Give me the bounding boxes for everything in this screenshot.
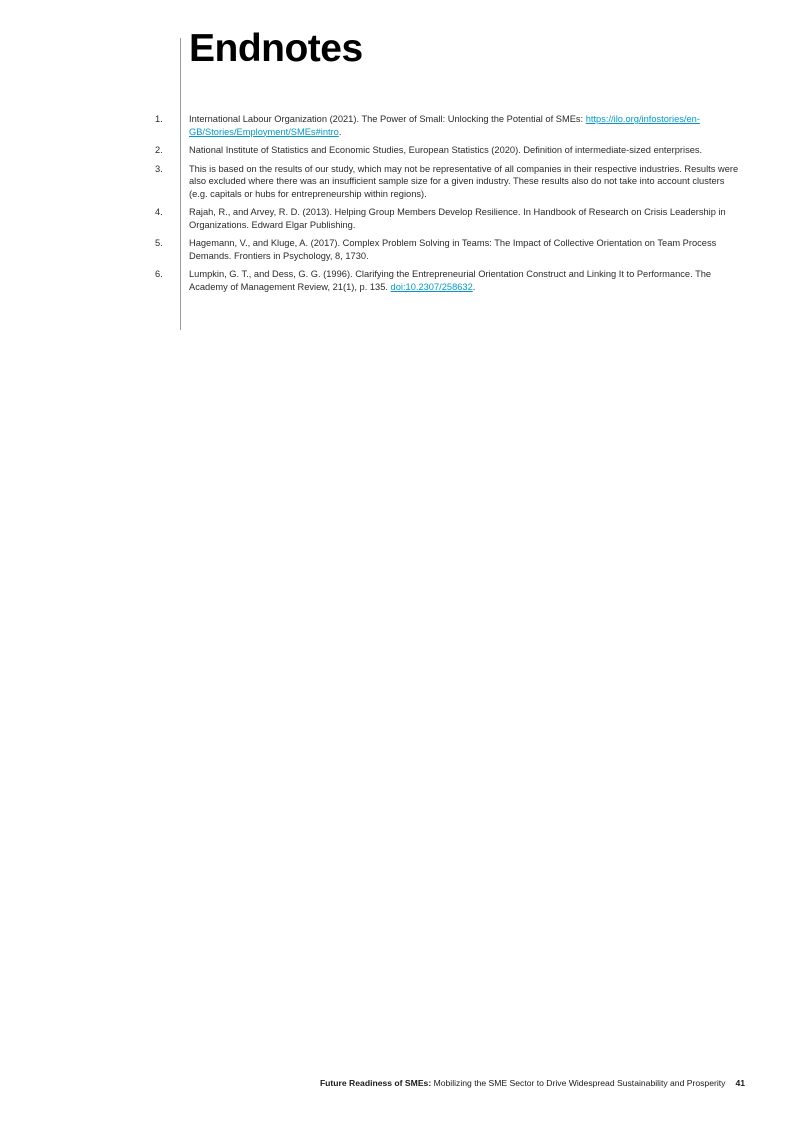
page-title: Endnotes <box>189 27 363 70</box>
endnote-text <box>189 163 741 201</box>
footer-report-subtitle: Mobilizing the SME Sector to Drive Widespread Sustainability and Prosperity <box>431 1078 726 1088</box>
endnote-1 <box>0 113 793 138</box>
endnote-trailing: . <box>338 126 342 137</box>
endnote-body: Lumpkin, G. T., and Dess, G. G. (1996). Clarifying the Entrepreneurial Orientation Construct and Linking It to Performance. The Academy of Management Review, 21(1), p. 135. <box>189 269 712 292</box>
endnote-number: 4. <box>155 207 163 217</box>
endnote-5 <box>0 237 793 262</box>
endnote-number: 5. <box>155 238 163 248</box>
page-number: 41 <box>735 1078 745 1088</box>
endnote-text <box>189 144 741 157</box>
endnote-text <box>189 113 741 138</box>
endnote-link[interactable]: https://ilo.org/infostories/en-GB/Stories/Employment/SMEs#intro <box>189 114 700 137</box>
endnote-body: Hagemann, V., and Kluge, A. (2017). Complex Problem Solving in Teams: The Impact of Collective Orientation on Team Process Demands. Frontiers in Psychology, 8, 1730. <box>189 238 717 261</box>
endnote-number: 3. <box>155 163 163 174</box>
endnote-3 <box>0 163 793 201</box>
footer-report-title: Future Readiness of SMEs: <box>319 1078 432 1088</box>
endnote-number: 6. <box>155 269 163 279</box>
page-footer <box>0 1077 745 1089</box>
endnote-body: National Institute of Statistics and Economic Studies, European Statistics (2020). Definition of intermediate-sized enterprises. <box>189 145 703 155</box>
endnote-number: 1. <box>155 114 163 124</box>
endnote-4 <box>0 206 793 231</box>
endnote-trailing: . <box>472 281 476 292</box>
endnote-text <box>189 237 741 262</box>
endnote-number: 2. <box>155 145 163 155</box>
endnotes-list <box>0 113 793 299</box>
endnote-body: Rajah, R., and Arvey, R. D. (2013). Helping Group Members Develop Resilience. In Handbook of Research on Crisis Leadership in Organizations. Edward Elgar Publishing. <box>189 207 726 230</box>
endnote-text <box>189 206 741 231</box>
endnote-6 <box>0 268 793 293</box>
endnote-body: This is based on the results of our study, which may not be representative of all companies in their respective industries. Results were also excluded where there was an insufficient sample size for a given industry. These results also do not take into account clusters (e.g. capitals or hubs for entrepreneurship within regions). <box>189 163 739 199</box>
endnote-link[interactable]: doi:10.2307/258632 <box>390 281 473 292</box>
endnote-body: International Labour Organization (2021). The Power of Small: Unlocking the Potential of SMEs: <box>189 114 586 124</box>
endnote-2 <box>0 144 793 157</box>
endnote-text <box>189 268 741 293</box>
